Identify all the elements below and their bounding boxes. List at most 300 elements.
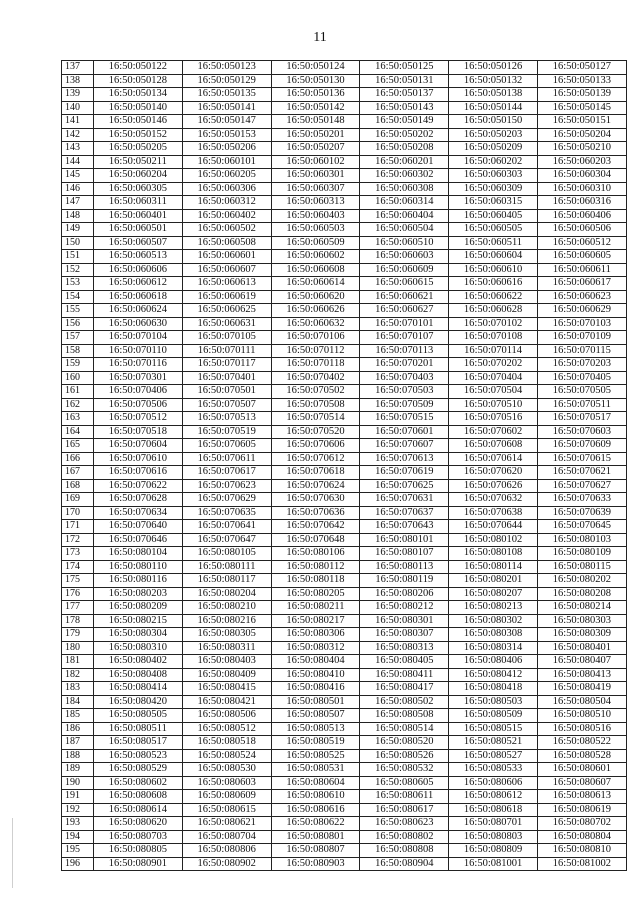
row-number-cell: 196 [62, 857, 94, 871]
table-row [62, 466, 627, 480]
cadastral-number-cell: 16:50:070627 [537, 479, 626, 493]
cadastral-number-cell: 16:50:060503 [271, 223, 360, 237]
cadastral-number-cell: 16:50:080504 [537, 695, 626, 709]
cadastral-number-cell: 16:50:080409 [182, 668, 271, 682]
cadastral-number-cell: 16:50:060628 [449, 304, 538, 318]
row-number-cell: 168 [62, 479, 94, 493]
cadastral-number-cell: 16:50:060202 [449, 155, 538, 169]
cadastral-number-cell: 16:50:070116 [94, 358, 183, 372]
row-number-cell: 180 [62, 641, 94, 655]
cadastral-number-cell: 16:50:080214 [537, 601, 626, 615]
cadastral-number-cell: 16:50:080406 [449, 655, 538, 669]
cadastral-number-cell: 16:50:060625 [182, 304, 271, 318]
cadastral-number-cell: 16:50:070622 [94, 479, 183, 493]
cadastral-number-cell: 16:50:060630 [94, 317, 183, 331]
cadastral-number-cell: 16:50:070605 [182, 439, 271, 453]
cadastral-number-cell: 16:50:070514 [271, 412, 360, 426]
cadastral-number-cell: 16:50:080112 [271, 560, 360, 574]
cadastral-number-cell: 16:50:060615 [360, 277, 449, 291]
cadastral-number-cell: 16:50:070616 [94, 466, 183, 480]
row-number-cell: 189 [62, 763, 94, 777]
table-row [62, 695, 627, 709]
cadastral-number-cell: 16:50:070401 [182, 371, 271, 385]
row-number-cell: 150 [62, 236, 94, 250]
cadastral-number-cell: 16:50:070623 [182, 479, 271, 493]
cadastral-number-cell: 16:50:050152 [94, 128, 183, 142]
row-number-cell: 190 [62, 776, 94, 790]
table-row [62, 290, 627, 304]
cadastral-number-cell: 16:50:080106 [271, 547, 360, 561]
cadastral-number-cell: 16:50:080604 [271, 776, 360, 790]
cadastral-number-cell: 16:50:080115 [537, 560, 626, 574]
cadastral-number-cell: 16:50:050153 [182, 128, 271, 142]
cadastral-number-cell: 16:50:070111 [182, 344, 271, 358]
cadastral-number-cell: 16:50:050206 [182, 142, 271, 156]
cadastral-number-cell: 16:50:070648 [271, 533, 360, 547]
cadastral-number-cell: 16:50:060204 [94, 169, 183, 183]
cadastral-number-cell: 16:50:070103 [537, 317, 626, 331]
cadastral-number-cell: 16:50:080411 [360, 668, 449, 682]
cadastral-number-cell: 16:50:060307 [271, 182, 360, 196]
cadastral-number-cell: 16:50:080611 [360, 790, 449, 804]
row-number-cell: 193 [62, 817, 94, 831]
cadastral-number-cell: 16:50:070632 [449, 493, 538, 507]
cadastral-number-cell: 16:50:060610 [449, 263, 538, 277]
row-number-cell: 188 [62, 749, 94, 763]
cadastral-number-cell: 16:50:070513 [182, 412, 271, 426]
table-row [62, 776, 627, 790]
cadastral-number-cell: 16:50:080307 [360, 628, 449, 642]
row-number-cell: 154 [62, 290, 94, 304]
cadastral-number-cell: 16:50:060301 [271, 169, 360, 183]
cadastral-number-cell: 16:50:080521 [449, 736, 538, 750]
row-number-cell: 166 [62, 452, 94, 466]
table-row [62, 479, 627, 493]
row-number-cell: 172 [62, 533, 94, 547]
cadastral-number-cell: 16:50:080531 [271, 763, 360, 777]
row-number-cell: 192 [62, 803, 94, 817]
cadastral-number-cell: 16:50:080512 [182, 722, 271, 736]
cadastral-number-cell: 16:50:050135 [182, 88, 271, 102]
cadastral-number-cell: 16:50:080533 [449, 763, 538, 777]
cadastral-number-cell: 16:50:060609 [360, 263, 449, 277]
table-row [62, 803, 627, 817]
row-number-cell: 162 [62, 398, 94, 412]
cadastral-number-cell: 16:50:070506 [94, 398, 183, 412]
table-row [62, 736, 627, 750]
cadastral-number-cell: 16:50:060624 [94, 304, 183, 318]
cadastral-number-cell: 16:50:080610 [271, 790, 360, 804]
cadastral-number-cell: 16:50:070617 [182, 466, 271, 480]
cadastral-number-cell: 16:50:050201 [271, 128, 360, 142]
cadastral-number-cell: 16:50:070644 [449, 520, 538, 534]
cadastral-number-cell: 16:50:050122 [94, 61, 183, 75]
row-number-cell: 138 [62, 74, 94, 88]
cadastral-number-cell: 16:50:080520 [360, 736, 449, 750]
cadastral-number-cell: 16:50:080805 [94, 844, 183, 858]
row-number-cell: 153 [62, 277, 94, 291]
row-number-cell: 187 [62, 736, 94, 750]
cadastral-number-cell: 16:50:070519 [182, 425, 271, 439]
cadastral-number-cell: 16:50:080415 [182, 682, 271, 696]
cadastral-number-cell: 16:50:060507 [94, 236, 183, 250]
cadastral-number-cell: 16:50:080403 [182, 655, 271, 669]
cadastral-number-cell: 16:50:070626 [449, 479, 538, 493]
cadastral-number-cell: 16:50:080809 [449, 844, 538, 858]
cadastral-number-cell: 16:50:080105 [182, 547, 271, 561]
cadastral-number-cell: 16:50:060309 [449, 182, 538, 196]
table-row [62, 61, 627, 75]
cadastral-number-cell: 16:50:060510 [360, 236, 449, 250]
row-number-cell: 155 [62, 304, 94, 318]
cadastral-number-cell: 16:50:080201 [449, 574, 538, 588]
cadastral-number-cell: 16:50:060512 [537, 236, 626, 250]
cadastral-number-cell: 16:50:060315 [449, 196, 538, 210]
cadastral-number-cell: 16:50:050148 [271, 115, 360, 129]
row-number-cell: 183 [62, 682, 94, 696]
cadastral-number-cell: 16:50:070203 [537, 358, 626, 372]
cadastral-number-cell: 16:50:080408 [94, 668, 183, 682]
cadastral-number-cell: 16:50:080602 [94, 776, 183, 790]
cadastral-number-cell: 16:50:080614 [94, 803, 183, 817]
table-row [62, 263, 627, 277]
cadastral-number-cell: 16:50:070609 [537, 439, 626, 453]
cadastral-number-cell: 16:50:080703 [94, 830, 183, 844]
cadastral-number-cell: 16:50:070637 [360, 506, 449, 520]
cadastral-number-cell: 16:50:080102 [449, 533, 538, 547]
cadastral-number-cell: 16:50:050205 [94, 142, 183, 156]
cadastral-number-cell: 16:50:080509 [449, 709, 538, 723]
table-row [62, 398, 627, 412]
cadastral-number-cell: 16:50:050207 [271, 142, 360, 156]
cadastral-number-cell: 16:50:070516 [449, 412, 538, 426]
cadastral-number-cell: 16:50:070107 [360, 331, 449, 345]
cadastral-number-cell: 16:50:070406 [94, 385, 183, 399]
table-row [62, 844, 627, 858]
table-row [62, 790, 627, 804]
cadastral-number-cell: 16:50:070641 [182, 520, 271, 534]
cadastral-number-cell: 16:50:060504 [360, 223, 449, 237]
cadastral-number-cell: 16:50:080419 [537, 682, 626, 696]
cadastral-number-cell: 16:50:070647 [182, 533, 271, 547]
cadastral-number-cell: 16:50:080110 [94, 560, 183, 574]
cadastral-number-cell: 16:50:070515 [360, 412, 449, 426]
cadastral-number-cell: 16:50:060311 [94, 196, 183, 210]
cadastral-number-cell: 16:50:050146 [94, 115, 183, 129]
cadastral-number-cell: 16:50:050125 [360, 61, 449, 75]
cadastral-number-cell: 16:50:070405 [537, 371, 626, 385]
cadastral-number-cell: 16:50:080308 [449, 628, 538, 642]
cadastral-number-cell: 16:50:070503 [360, 385, 449, 399]
cadastral-number-cell: 16:50:080501 [271, 695, 360, 709]
table-row [62, 385, 627, 399]
cadastral-number-cell: 16:50:080211 [271, 601, 360, 615]
cadastral-number-cell: 16:50:060312 [182, 196, 271, 210]
cadastral-number-cell: 16:50:080803 [449, 830, 538, 844]
cadastral-number-cell: 16:50:080617 [360, 803, 449, 817]
cadastral-number-cell: 16:50:080109 [537, 547, 626, 561]
cadastral-number-cell: 16:50:060621 [360, 290, 449, 304]
cadastral-number-cell: 16:50:050128 [94, 74, 183, 88]
cadastral-number-cell: 16:50:070606 [271, 439, 360, 453]
cadastral-number-cell: 16:50:080532 [360, 763, 449, 777]
cadastral-number-cell: 16:50:060305 [94, 182, 183, 196]
cadastral-number-cell: 16:50:080205 [271, 587, 360, 601]
cadastral-number-cell: 16:50:080608 [94, 790, 183, 804]
cadastral-number-cell: 16:50:070505 [537, 385, 626, 399]
cadastral-number-cell: 16:50:050130 [271, 74, 360, 88]
cadastral-number-cell: 16:50:060605 [537, 250, 626, 264]
cadastral-number-cell: 16:50:080609 [182, 790, 271, 804]
cadastral-number-cell: 16:50:080518 [182, 736, 271, 750]
table-row [62, 628, 627, 642]
cadastral-number-cell: 16:50:080414 [94, 682, 183, 696]
cadastral-number-cell: 16:50:080207 [449, 587, 538, 601]
row-number-cell: 143 [62, 142, 94, 156]
cadastral-number-cell: 16:50:080204 [182, 587, 271, 601]
cadastral-number-cell: 16:50:050133 [537, 74, 626, 88]
cadastral-number-cell: 16:50:080511 [94, 722, 183, 736]
cadastral-number-cell: 16:50:080529 [94, 763, 183, 777]
cadastral-number-cell: 16:50:080209 [94, 601, 183, 615]
table-row [62, 196, 627, 210]
row-number-cell: 171 [62, 520, 94, 534]
cadastral-number-cell: 16:50:070602 [449, 425, 538, 439]
cadastral-number-cell: 16:50:080704 [182, 830, 271, 844]
table-row [62, 128, 627, 142]
cadastral-number-cell: 16:50:080310 [94, 641, 183, 655]
cadastral-number-cell: 16:50:070509 [360, 398, 449, 412]
table-row [62, 520, 627, 534]
cadastral-number-cell: 16:50:080607 [537, 776, 626, 790]
row-number-cell: 147 [62, 196, 94, 210]
cadastral-number-cell: 16:50:070201 [360, 358, 449, 372]
cadastral-number-cell: 16:50:060406 [537, 209, 626, 223]
row-number-cell: 141 [62, 115, 94, 129]
row-number-cell: 146 [62, 182, 94, 196]
table-row [62, 533, 627, 547]
cadastral-number-cell: 16:50:070507 [182, 398, 271, 412]
cadastral-number-cell: 16:50:060606 [94, 263, 183, 277]
cadastral-number-cell: 16:50:060626 [271, 304, 360, 318]
cadastral-number-cell: 16:50:060618 [94, 290, 183, 304]
cadastral-number-cell: 16:50:060604 [449, 250, 538, 264]
cadastral-number-cell: 16:50:080804 [537, 830, 626, 844]
cadastral-number-cell: 16:50:080505 [94, 709, 183, 723]
table-row [62, 250, 627, 264]
cadastral-number-cell: 16:50:060627 [360, 304, 449, 318]
cadastral-number-cell: 16:50:080101 [360, 533, 449, 547]
cadastral-number-cell: 16:50:080302 [449, 614, 538, 628]
cadastral-number-cell: 16:50:080606 [449, 776, 538, 790]
row-number-cell: 144 [62, 155, 94, 169]
cadastral-number-cell: 16:50:070102 [449, 317, 538, 331]
table-row [62, 614, 627, 628]
row-number-cell: 145 [62, 169, 94, 183]
cadastral-number-cell: 16:50:080402 [94, 655, 183, 669]
table-row [62, 857, 627, 871]
scan-edge-mark [12, 818, 13, 888]
cadastral-number-cell: 16:50:080311 [182, 641, 271, 655]
cadastral-number-cell: 16:50:080314 [449, 641, 538, 655]
cadastral-number-cell: 16:50:060612 [94, 277, 183, 291]
cadastral-number-cell: 16:50:060613 [182, 277, 271, 291]
cadastral-number-cell: 16:50:070621 [537, 466, 626, 480]
cadastral-number-cell: 16:50:070642 [271, 520, 360, 534]
cadastral-number-cell: 16:50:070108 [449, 331, 538, 345]
table-row [62, 371, 627, 385]
table-row [62, 830, 627, 844]
cadastral-number-cell: 16:50:070618 [271, 466, 360, 480]
cadastral-number-cell: 16:50:070105 [182, 331, 271, 345]
row-number-cell: 165 [62, 439, 94, 453]
table-row [62, 412, 627, 426]
cadastral-number-cell: 16:50:080413 [537, 668, 626, 682]
cadastral-number-cell: 16:50:080516 [537, 722, 626, 736]
cadastral-number-cell: 16:50:050204 [537, 128, 626, 142]
row-number-cell: 157 [62, 331, 94, 345]
row-number-cell: 181 [62, 655, 94, 669]
cadastral-number-cell: 16:50:070612 [271, 452, 360, 466]
cadastral-number-cell: 16:50:070504 [449, 385, 538, 399]
cadastral-number-cell: 16:50:080623 [360, 817, 449, 831]
cadastral-number-cell: 16:50:080206 [360, 587, 449, 601]
cadastral-number-cell: 16:50:070625 [360, 479, 449, 493]
cadastral-number-cell: 16:50:080104 [94, 547, 183, 561]
cadastral-number-cell: 16:50:060302 [360, 169, 449, 183]
cadastral-number-cell: 16:50:060602 [271, 250, 360, 264]
table-row [62, 317, 627, 331]
cadastral-number-cell: 16:50:050131 [360, 74, 449, 88]
cadastral-number-cell: 16:50:080904 [360, 857, 449, 871]
table-body [62, 61, 627, 871]
cadastral-number-cell: 16:50:070117 [182, 358, 271, 372]
cadastral-number-cell: 16:50:080405 [360, 655, 449, 669]
cadastral-number-cell: 16:50:080503 [449, 695, 538, 709]
cadastral-number-cell: 16:50:060501 [94, 223, 183, 237]
cadastral-number-cell: 16:50:070118 [271, 358, 360, 372]
table-row [62, 304, 627, 318]
cadastral-number-cell: 16:50:070508 [271, 398, 360, 412]
cadastral-number-cell: 16:50:080108 [449, 547, 538, 561]
row-number-cell: 184 [62, 695, 94, 709]
cadastral-number-cell: 16:50:070402 [271, 371, 360, 385]
row-number-cell: 164 [62, 425, 94, 439]
cadastral-number-cell: 16:50:080417 [360, 682, 449, 696]
table-row [62, 331, 627, 345]
cadastral-number-cell: 16:50:080502 [360, 695, 449, 709]
table-row [62, 722, 627, 736]
cadastral-number-cell: 16:50:070502 [271, 385, 360, 399]
row-number-cell: 178 [62, 614, 94, 628]
row-number-cell: 186 [62, 722, 94, 736]
table-row [62, 155, 627, 169]
cadastral-number-cell: 16:50:080621 [182, 817, 271, 831]
cadastral-number-cell: 16:50:060403 [271, 209, 360, 223]
table-row [62, 493, 627, 507]
cadastral-number-cell: 16:50:070115 [537, 344, 626, 358]
cadastral-number-cell: 16:50:070619 [360, 466, 449, 480]
cadastral-number-cell: 16:50:050136 [271, 88, 360, 102]
cadastral-number-cell: 16:50:080203 [94, 587, 183, 601]
cadastral-number-cell: 16:50:080525 [271, 749, 360, 763]
cadastral-number-cell: 16:50:060511 [449, 236, 538, 250]
cadastral-number-cell: 16:50:050209 [449, 142, 538, 156]
cadastral-number-cell: 16:50:080527 [449, 749, 538, 763]
cadastral-number-cell: 16:50:070630 [271, 493, 360, 507]
cadastral-number-cell: 16:50:050145 [537, 101, 626, 115]
cadastral-number-cell: 16:50:080305 [182, 628, 271, 642]
cadastral-number-cell: 16:50:060313 [271, 196, 360, 210]
cadastral-number-cell: 16:50:060601 [182, 250, 271, 264]
cadastral-number-cell: 16:50:080513 [271, 722, 360, 736]
table-row [62, 142, 627, 156]
cadastral-number-cell: 16:50:050142 [271, 101, 360, 115]
cadastral-number-cell: 16:50:060308 [360, 182, 449, 196]
cadastral-number-cell: 16:50:050138 [449, 88, 538, 102]
cadastral-number-cell: 16:50:080410 [271, 668, 360, 682]
cadastral-number-cell: 16:50:070613 [360, 452, 449, 466]
cadastral-number-cell: 16:50:080111 [182, 560, 271, 574]
cadastral-number-cell: 16:50:080107 [360, 547, 449, 561]
cadastral-number-cell: 16:50:070301 [94, 371, 183, 385]
cadastral-number-cell: 16:50:050149 [360, 115, 449, 129]
cadastral-number-cell: 16:50:050124 [271, 61, 360, 75]
row-number-cell: 158 [62, 344, 94, 358]
cadastral-number-cell: 16:50:060102 [271, 155, 360, 169]
cadastral-number-cell: 16:50:060402 [182, 209, 271, 223]
table-row [62, 560, 627, 574]
cadastral-number-cell: 16:50:080605 [360, 776, 449, 790]
cadastral-number-cell: 16:50:080301 [360, 614, 449, 628]
cadastral-number-cell: 16:50:080215 [94, 614, 183, 628]
cadastral-number-cell: 16:50:050210 [537, 142, 626, 156]
cadastral-number-cell: 16:50:080603 [182, 776, 271, 790]
cadastral-number-cell: 16:50:080210 [182, 601, 271, 615]
cadastral-number-cell: 16:50:060205 [182, 169, 271, 183]
cadastral-number-cell: 16:50:080114 [449, 560, 538, 574]
cadastral-number-cell: 16:50:060401 [94, 209, 183, 223]
cadastral-number-cell: 16:50:050141 [182, 101, 271, 115]
cadastral-number-cell: 16:50:060310 [537, 182, 626, 196]
cadastral-number-cell: 16:50:060617 [537, 277, 626, 291]
row-number-cell: 137 [62, 61, 94, 75]
cadastral-number-table [61, 60, 627, 871]
cadastral-number-cell: 16:50:080901 [94, 857, 183, 871]
row-number-cell: 174 [62, 560, 94, 574]
cadastral-number-cell: 16:50:080523 [94, 749, 183, 763]
row-number-cell: 152 [62, 263, 94, 277]
cadastral-number-cell: 16:50:070624 [271, 479, 360, 493]
cadastral-number-cell: 16:50:080902 [182, 857, 271, 871]
cadastral-number-cell: 16:50:080117 [182, 574, 271, 588]
table-row [62, 344, 627, 358]
cadastral-number-cell: 16:50:060101 [182, 155, 271, 169]
row-number-cell: 191 [62, 790, 94, 804]
cadastral-number-cell: 16:50:050211 [94, 155, 183, 169]
cadastral-number-cell: 16:50:070615 [537, 452, 626, 466]
cadastral-number-cell: 16:50:050132 [449, 74, 538, 88]
table-row [62, 574, 627, 588]
cadastral-number-cell: 16:50:080801 [271, 830, 360, 844]
cadastral-number-cell: 16:50:070101 [360, 317, 449, 331]
cadastral-number-cell: 16:50:070104 [94, 331, 183, 345]
table-row [62, 587, 627, 601]
cadastral-number-cell: 16:50:060505 [449, 223, 538, 237]
cadastral-number-cell: 16:50:070645 [537, 520, 626, 534]
row-number-cell: 163 [62, 412, 94, 426]
row-number-cell: 176 [62, 587, 94, 601]
